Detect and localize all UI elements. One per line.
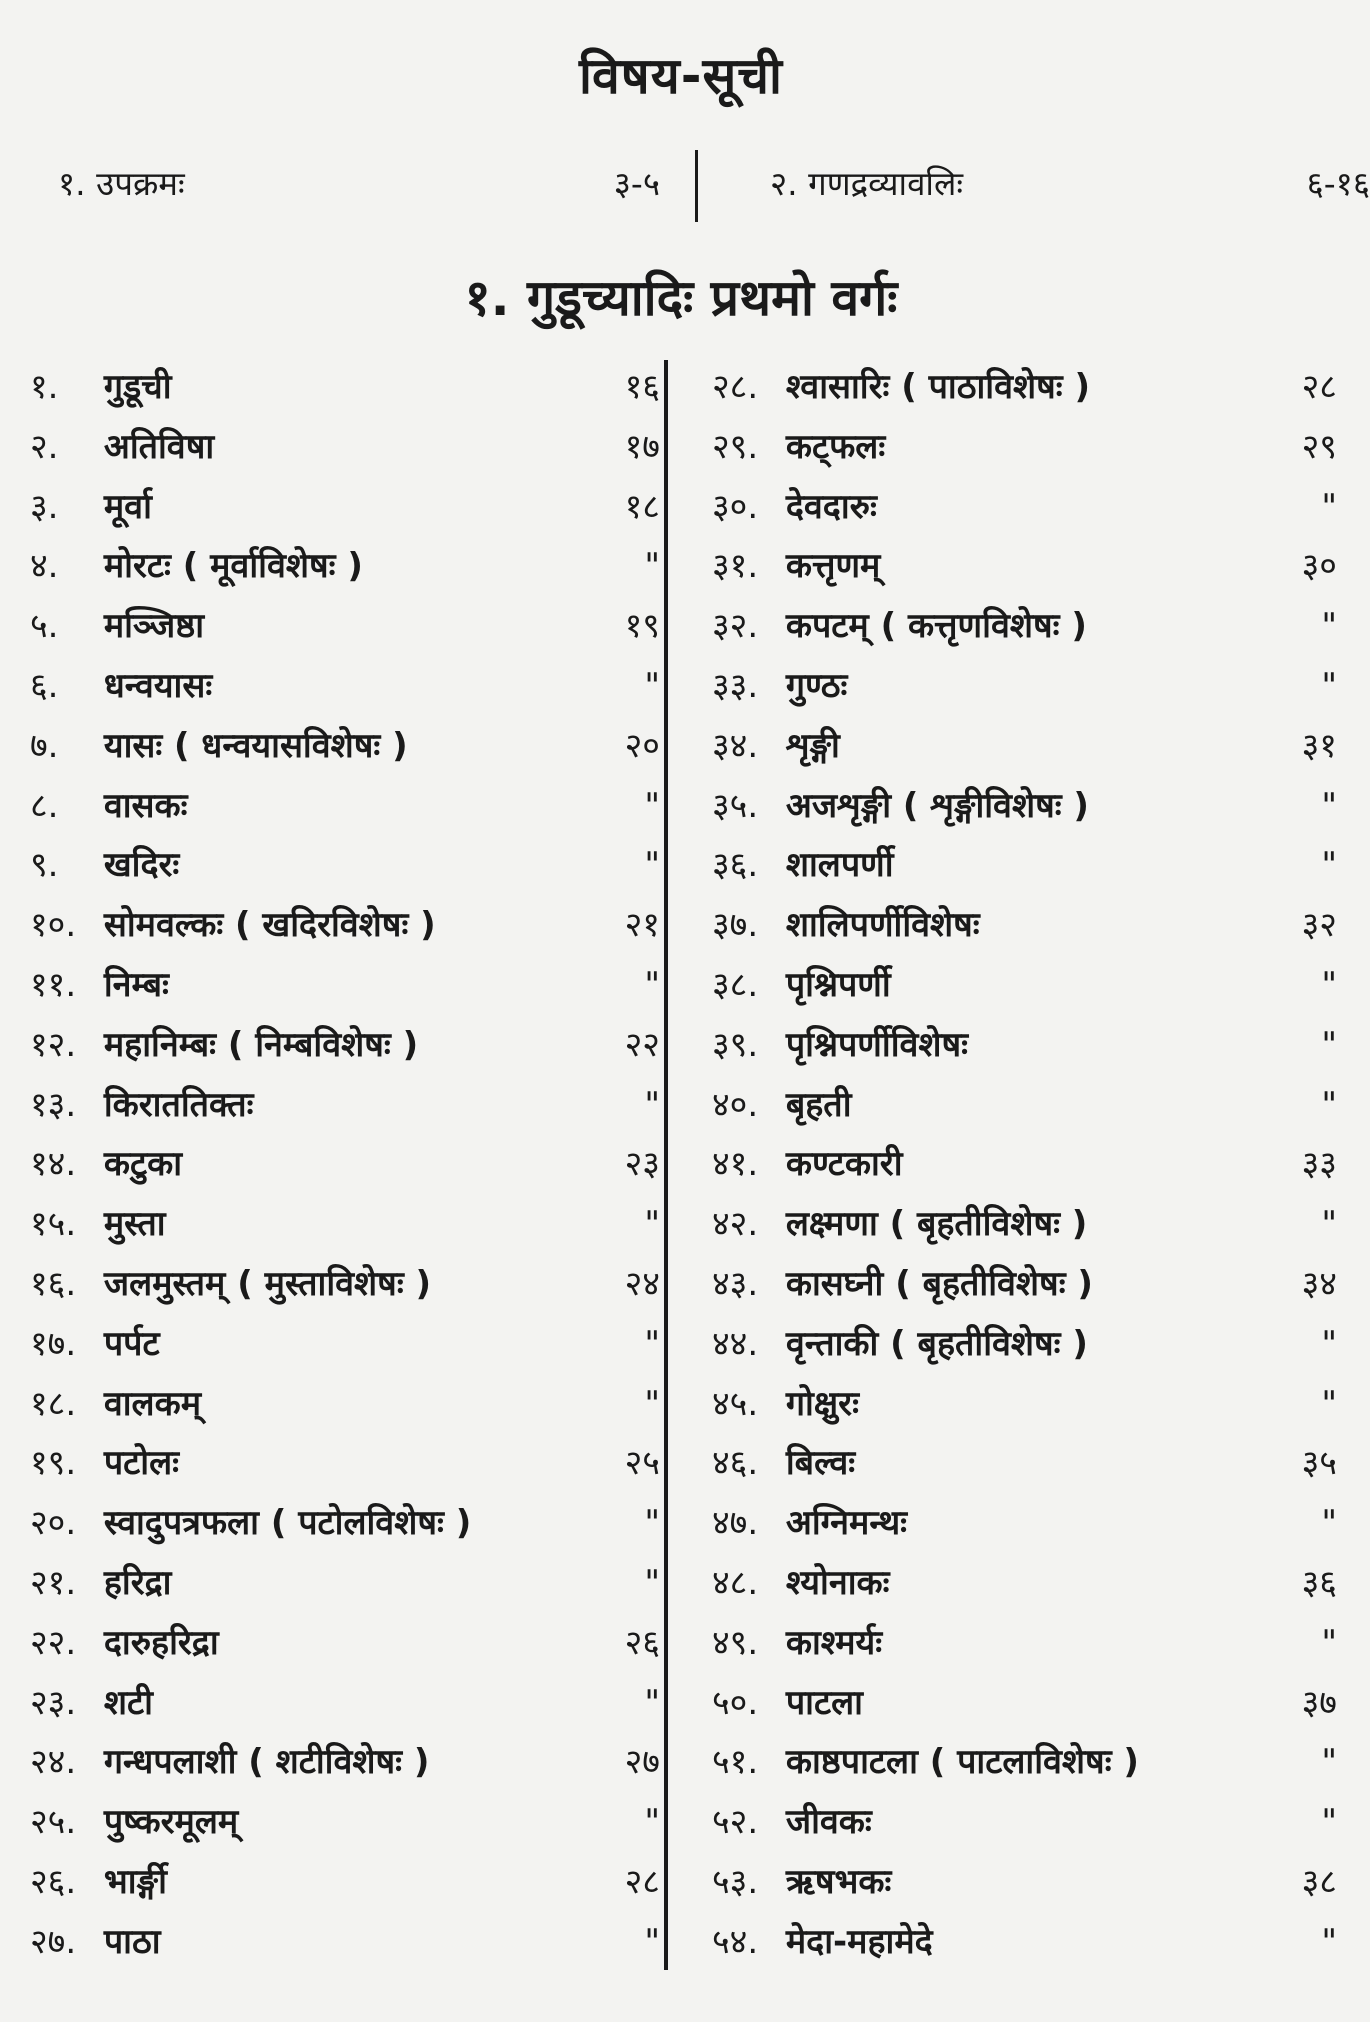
entry-number: ४.: [30, 546, 59, 587]
contents-entry: [30, 1379, 660, 1429]
entry-number: २४.: [30, 1742, 77, 1783]
contents-entry: [30, 840, 660, 890]
entry-number: १५.: [30, 1204, 77, 1245]
entry-name: मञ्जिष्ठा: [103, 606, 205, 647]
top-row-divider: [695, 150, 698, 222]
entry-name: श्योनाकः: [785, 1562, 890, 1603]
entry-page-number: १९: [624, 606, 660, 647]
entry-number: ६.: [30, 665, 59, 706]
entry-name: बृहती: [785, 1084, 852, 1125]
entry-name: कट्फलः: [785, 426, 886, 467]
entry-name: देवदारुः: [785, 486, 877, 527]
entry-number: ११.: [30, 964, 77, 1005]
contents-entry: [30, 721, 660, 771]
contents-entry: [712, 1797, 1337, 1847]
entry-number: १३.: [30, 1084, 77, 1125]
entry-number: ५३.: [712, 1861, 759, 1902]
entry-page-number: ३१: [1301, 725, 1337, 766]
entry-page-number: ": [1321, 606, 1337, 647]
entry-name: गुडूची: [103, 367, 172, 407]
contents-entry: [30, 1319, 660, 1369]
contents-entry: [712, 840, 1337, 890]
entry-number: २२.: [30, 1622, 77, 1663]
entry-page-number: ३५: [1301, 1443, 1337, 1484]
entry-name: कटुका: [103, 1144, 183, 1185]
entry-name: ऋषभकः: [785, 1861, 892, 1902]
entry-number: २.: [30, 426, 59, 467]
entry-number: ४९.: [712, 1622, 759, 1663]
entry-name: वालकम्: [103, 1383, 202, 1424]
contents-entry: [30, 900, 660, 950]
entry-number: ३३.: [712, 665, 759, 706]
entry-page-number: ": [644, 1802, 660, 1843]
entry-number: १४.: [30, 1144, 77, 1185]
contents-entry: [30, 1020, 660, 1070]
contents-entry: [712, 1857, 1337, 1907]
entry-number: ४६.: [712, 1443, 759, 1484]
contents-entry: [712, 900, 1337, 950]
contents-entry: [30, 960, 660, 1010]
contents-entry: [712, 482, 1337, 532]
contents-entry: [30, 1737, 660, 1787]
entry-number: १७.: [30, 1323, 77, 1364]
contents-entry: [712, 362, 1337, 412]
entry-page-number: ": [644, 785, 660, 826]
entry-number: ३२.: [712, 606, 759, 647]
entry-name: खदिरः: [103, 845, 180, 886]
intro-contents-row: [40, 150, 1370, 222]
entry-page-number: २१: [624, 905, 660, 946]
entry-name: दारुहरिद्रा: [103, 1622, 219, 1663]
entry-name: जीवकः: [785, 1802, 872, 1843]
entry-number: ४३.: [712, 1263, 759, 1304]
entry-number: ५०.: [712, 1682, 759, 1723]
entry-number: २६.: [30, 1861, 77, 1902]
entry-page-number: ": [644, 546, 660, 587]
contents-entry: [30, 1678, 660, 1728]
entry-name: मूर्वा: [103, 486, 152, 527]
entry-page-number: ": [644, 1503, 660, 1544]
contents-entry: [712, 541, 1337, 591]
entry-page-number: ": [644, 1682, 660, 1723]
entry-name: शटी: [103, 1682, 153, 1723]
entry-page-number: २९: [1301, 426, 1337, 467]
entry-number: ३४.: [712, 725, 759, 766]
entry-name: पर्पट: [103, 1323, 160, 1364]
entry-page-number: २८: [624, 1861, 660, 1902]
entry-name: काष्ठपाटला ( पाटलाविशेषः ): [785, 1742, 1139, 1783]
contents-entry: [30, 601, 660, 651]
contents-entry: [712, 1199, 1337, 1249]
contents-entry: [712, 1319, 1337, 1369]
entry-page-number: ": [1321, 964, 1337, 1005]
entry-name: किराततिक्तः: [103, 1084, 254, 1125]
contents-entry: [712, 1379, 1337, 1429]
entry-number: २३.: [30, 1682, 77, 1723]
entry-page-number: ": [1321, 1204, 1337, 1245]
entry-page-number: २०: [624, 725, 660, 766]
entry-page-number: ३८: [1301, 1861, 1337, 1902]
column-divider: [664, 360, 668, 1970]
entry-page-number: २८: [1301, 367, 1337, 407]
entry-number: ५.: [30, 606, 59, 647]
contents-entry: [712, 661, 1337, 711]
entry-name: स्वादुपत्रफला ( पटोलविशेषः ): [103, 1503, 472, 1544]
contents-entry: [712, 1678, 1337, 1728]
entry-name: पटोलः: [103, 1443, 180, 1484]
left-column-entries: [30, 362, 660, 1967]
contents-entry: [30, 482, 660, 532]
entry-name: कासघ्नी ( बृहतीविशेषः ): [785, 1263, 1093, 1304]
entry-number: ५२.: [712, 1802, 759, 1843]
contents-entry: [712, 601, 1337, 651]
entry-page-number: २३: [624, 1144, 660, 1185]
entry-name: मोरटः ( मूर्वाविशेषः ): [103, 546, 363, 587]
entry-number: १९.: [30, 1443, 77, 1484]
entry-page-number: ३२: [1301, 905, 1337, 946]
contents-entry: [712, 1080, 1337, 1130]
entry-page-number: २६: [624, 1622, 660, 1663]
entry-number: १०.: [30, 905, 77, 946]
entry-name: महानिम्बः ( निम्बविशेषः ): [103, 1024, 419, 1065]
entry-number: १८.: [30, 1383, 77, 1424]
entry-name: पुष्करमूलम्: [103, 1802, 239, 1843]
contents-entry: [712, 721, 1337, 771]
entry-page-number: ३४: [1301, 1263, 1337, 1304]
entry-name: गोक्षुरः: [785, 1383, 859, 1424]
entry-name: पाटला: [785, 1682, 863, 1723]
contents-entry: [712, 1917, 1337, 1967]
contents-entry: [30, 541, 660, 591]
entry-number: ५१.: [712, 1742, 759, 1783]
entry-page-number: २२: [624, 1024, 660, 1065]
entry-page-number: ": [1321, 1024, 1337, 1065]
entry-number: ४०.: [712, 1084, 759, 1125]
entry-name: धन्वयासः: [103, 665, 213, 706]
intro-entry-label: १. उपक्रमः: [58, 164, 185, 203]
entry-page-number: ": [1321, 1802, 1337, 1843]
contents-entry: [30, 661, 660, 711]
entry-number: १२.: [30, 1024, 77, 1065]
entry-name: वासकः: [103, 785, 188, 826]
contents-entry: [712, 960, 1337, 1010]
entry-number: ३९.: [712, 1024, 759, 1065]
entry-page-number: १७: [624, 426, 660, 467]
entry-name: अजशृङ्गी ( शृङ्गीविशेषः ): [785, 785, 1089, 826]
entry-name: भार्ङ्गी: [103, 1861, 167, 1902]
entry-name: मुस्ता: [103, 1204, 166, 1245]
entry-page-number: ": [1321, 665, 1337, 706]
contents-entry: [30, 781, 660, 831]
entry-page-number: ३०: [1301, 546, 1337, 587]
contents-entry: [30, 1797, 660, 1847]
entry-page-number: ": [1321, 785, 1337, 826]
contents-entry: [30, 1080, 660, 1130]
entry-number: २८.: [712, 367, 759, 407]
entry-name: वृन्ताकी ( बृहतीविशेषः ): [785, 1323, 1088, 1364]
entry-name: कपटम् ( कत्तृणविशेषः ): [785, 606, 1087, 647]
entry-name: मेदा-महामेदे: [785, 1921, 933, 1962]
entry-page-number: ": [644, 1323, 660, 1364]
entry-name: शृङ्गी: [785, 725, 840, 766]
entry-name: पृश्निपर्णी: [785, 964, 891, 1005]
contents-entry: [712, 1020, 1337, 1070]
entry-number: ४७.: [712, 1503, 759, 1544]
entry-name: बिल्वः: [785, 1443, 856, 1484]
entry-page-number: ": [1321, 1742, 1337, 1783]
entry-name: शालिपर्णीविशेषः: [785, 905, 980, 946]
entry-name: लक्ष्मणा ( बृहतीविशेषः ): [785, 1204, 1088, 1245]
entry-number: २०.: [30, 1503, 77, 1544]
entry-name: हरिद्रा: [103, 1562, 172, 1603]
contents-entry: [30, 1558, 660, 1608]
entry-page-number: ": [644, 1921, 660, 1962]
entry-page-number: ३३: [1301, 1144, 1337, 1185]
contents-entry: [712, 1618, 1337, 1668]
entry-page-number: ": [1321, 486, 1337, 527]
entry-page-number: ": [1321, 1323, 1337, 1364]
entry-page-number: १६: [624, 367, 660, 407]
entry-number: ७.: [30, 725, 59, 766]
section-heading: १. गुडूच्यादिः प्रथमो वर्गः: [464, 269, 898, 327]
entry-page-number: ": [1321, 1921, 1337, 1962]
entry-number: २५.: [30, 1802, 77, 1843]
entry-name: पृश्निपर्णीविशेषः: [785, 1024, 969, 1065]
entry-name: काश्मर्यः: [785, 1622, 883, 1663]
entry-number: १.: [30, 367, 59, 407]
entry-number: २७.: [30, 1921, 77, 1962]
entry-name: सोमवल्कः ( खदिरविशेषः ): [103, 905, 436, 946]
entry-number: ४५.: [712, 1383, 759, 1424]
entry-number: ४४.: [712, 1323, 759, 1364]
entry-number: ५४.: [712, 1921, 759, 1962]
contents-entry: [30, 362, 660, 412]
entry-page-number: ३७: [1301, 1682, 1337, 1723]
contents-entry: [30, 1259, 660, 1309]
entry-page-number: १८: [624, 486, 660, 527]
entry-name: जलमुस्तम् ( मुस्ताविशेषः ): [103, 1263, 432, 1304]
entry-page-number: ": [644, 1084, 660, 1125]
entry-page-number: ": [1321, 1503, 1337, 1544]
page-title: विषय-सूची: [579, 47, 783, 105]
contents-entry: [30, 1438, 660, 1488]
entry-page-number: ": [1321, 1383, 1337, 1424]
contents-entry: [30, 1199, 660, 1249]
entry-name: गुण्ठः: [785, 665, 848, 706]
entry-page-number: ": [644, 665, 660, 706]
contents-entry: [30, 1139, 660, 1189]
entry-name: कत्तृणम्: [785, 546, 881, 587]
entry-page-number: ": [644, 845, 660, 886]
entry-name: अतिविषा: [103, 426, 215, 467]
contents-entry: [30, 1618, 660, 1668]
entry-name: शालपर्णी: [785, 845, 894, 886]
entry-page-number: ": [644, 964, 660, 1005]
contents-entry: [30, 1917, 660, 1967]
entry-number: ३०.: [712, 486, 759, 527]
entry-number: १६.: [30, 1263, 77, 1304]
entry-name: यासः ( धन्वयासविशेषः ): [103, 725, 408, 766]
entry-page-number: ": [1321, 1622, 1337, 1663]
contents-entry: [712, 1139, 1337, 1189]
contents-entry: [30, 1498, 660, 1548]
contents-entry: [712, 1498, 1337, 1548]
intro-entry-label: २. गणद्रव्यावलिः: [770, 164, 964, 203]
entry-page-number: ": [1321, 845, 1337, 886]
entry-number: २९.: [712, 426, 759, 467]
entry-number: ३७.: [712, 905, 759, 946]
entry-page-number: २५: [624, 1443, 660, 1484]
intro-entry-page: ३-५: [613, 164, 660, 203]
entry-number: ९.: [30, 845, 59, 886]
entry-name: श्वासारिः ( पाठाविशेषः ): [785, 367, 1090, 407]
entry-page-number: २४: [624, 1263, 660, 1304]
entry-number: ३५.: [712, 785, 759, 826]
contents-entry: [712, 1259, 1337, 1309]
entry-name: कण्टकारी: [785, 1144, 903, 1185]
entry-number: ८.: [30, 785, 59, 826]
entry-page-number: ": [644, 1383, 660, 1424]
contents-entry: [30, 422, 660, 472]
entry-page-number: ": [1321, 1084, 1337, 1125]
entry-number: ४२.: [712, 1204, 759, 1245]
contents-entry: [712, 1558, 1337, 1608]
entry-name: निम्बः: [103, 964, 169, 1005]
entry-number: ३६.: [712, 845, 759, 886]
entry-number: ३८.: [712, 964, 759, 1005]
entry-number: ३.: [30, 486, 59, 527]
entry-page-number: ३६: [1301, 1562, 1337, 1603]
entry-number: ४८.: [712, 1562, 759, 1603]
contents-entry: [712, 1438, 1337, 1488]
contents-entry: [30, 1857, 660, 1907]
entry-page-number: २७: [624, 1742, 660, 1783]
entry-number: ४१.: [712, 1144, 759, 1185]
contents-entry: [712, 1737, 1337, 1787]
entry-name: गन्धपलाशी ( शटीविशेषः ): [103, 1742, 430, 1783]
right-column-entries: [712, 362, 1337, 1967]
entry-page-number: ": [644, 1204, 660, 1245]
entry-name: पाठा: [103, 1921, 161, 1962]
intro-entry-page: ६-१६: [1306, 164, 1370, 203]
contents-entry: [712, 781, 1337, 831]
entry-number: २१.: [30, 1562, 77, 1603]
entry-number: ३१.: [712, 546, 759, 587]
entry-page-number: ": [644, 1562, 660, 1603]
contents-entry: [712, 422, 1337, 472]
entry-name: अग्निमन्थः: [785, 1503, 908, 1544]
